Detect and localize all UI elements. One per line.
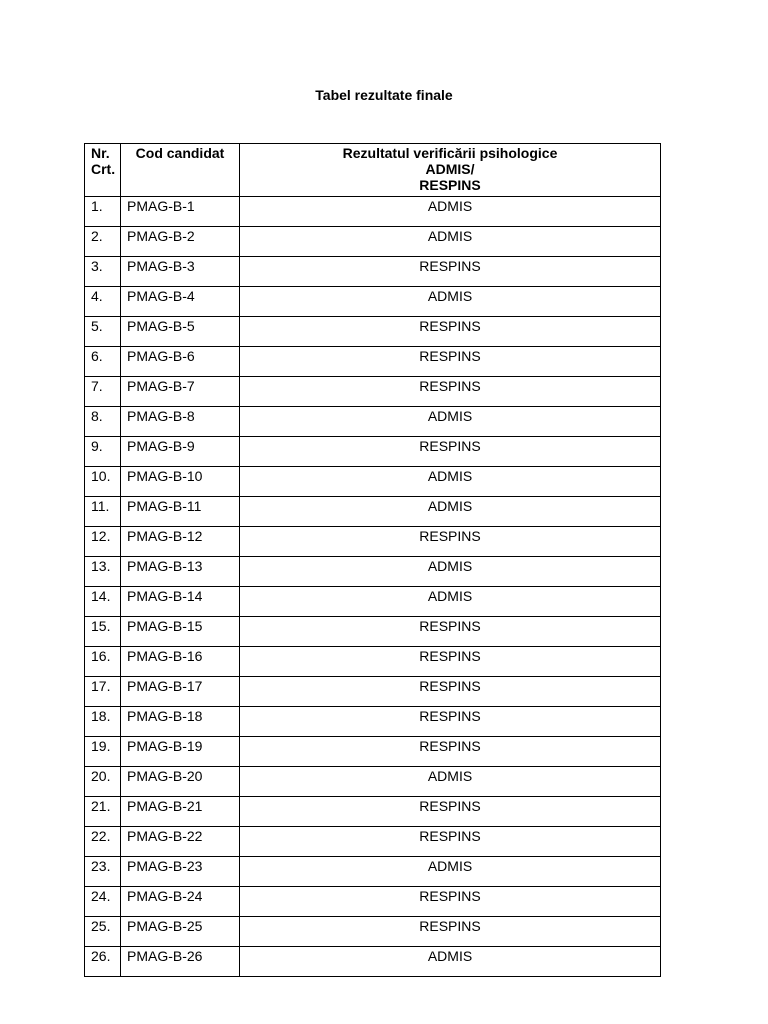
cell-result: RESPINS	[240, 647, 661, 677]
header-row	[85, 144, 661, 197]
column-header-result-line1: Rezultatul verificării psihologice	[342, 145, 558, 161]
cell-cod-candidat: PMAG-B-14	[121, 587, 240, 617]
table-row	[85, 407, 661, 437]
cell-result: RESPINS	[240, 917, 661, 947]
table-row	[85, 887, 661, 917]
cell-nr: 1.	[85, 197, 121, 227]
cell-result: RESPINS	[240, 437, 661, 467]
cell-cod-candidat: PMAG-B-10	[121, 467, 240, 497]
cell-nr: 2.	[85, 227, 121, 257]
cell-result: ADMIS	[240, 407, 661, 437]
table-row	[85, 437, 661, 467]
table-row	[85, 497, 661, 527]
cell-cod-candidat: PMAG-B-23	[121, 857, 240, 887]
cell-nr: 20.	[85, 767, 121, 797]
cell-result: ADMIS	[240, 467, 661, 497]
table-row	[85, 737, 661, 767]
table-row	[85, 707, 661, 737]
cell-result: RESPINS	[240, 707, 661, 737]
cell-cod-candidat: PMAG-B-21	[121, 797, 240, 827]
table-row	[85, 617, 661, 647]
cell-nr: 3.	[85, 257, 121, 287]
cell-result: ADMIS	[240, 767, 661, 797]
table-row	[85, 197, 661, 227]
cell-cod-candidat: PMAG-B-26	[121, 947, 240, 977]
cell-cod-candidat: PMAG-B-5	[121, 317, 240, 347]
cell-nr: 7.	[85, 377, 121, 407]
table-row	[85, 317, 661, 347]
cell-cod-candidat: PMAG-B-9	[121, 437, 240, 467]
table-row	[85, 227, 661, 257]
cell-cod-candidat: PMAG-B-22	[121, 827, 240, 857]
cell-nr: 19.	[85, 737, 121, 767]
cell-nr: 14.	[85, 587, 121, 617]
table-body	[85, 197, 661, 977]
cell-nr: 11.	[85, 497, 121, 527]
column-header-result	[240, 144, 661, 197]
cell-result: RESPINS	[240, 737, 661, 767]
cell-result: RESPINS	[240, 347, 661, 377]
cell-nr: 10.	[85, 467, 121, 497]
cell-nr: 6.	[85, 347, 121, 377]
cell-cod-candidat: PMAG-B-1	[121, 197, 240, 227]
table-row	[85, 857, 661, 887]
cell-cod-candidat: PMAG-B-6	[121, 347, 240, 377]
cell-nr: 12.	[85, 527, 121, 557]
table-row	[85, 467, 661, 497]
cell-result: ADMIS	[240, 587, 661, 617]
cell-result: ADMIS	[240, 857, 661, 887]
cell-result: RESPINS	[240, 797, 661, 827]
cell-result: RESPINS	[240, 677, 661, 707]
cell-cod-candidat: PMAG-B-25	[121, 917, 240, 947]
cell-nr: 25.	[85, 917, 121, 947]
cell-result: RESPINS	[240, 617, 661, 647]
table-row	[85, 347, 661, 377]
table-row	[85, 647, 661, 677]
cell-result: RESPINS	[240, 257, 661, 287]
column-header-nr-line1: Nr.	[91, 145, 110, 161]
cell-nr: 13.	[85, 557, 121, 587]
table-row	[85, 257, 661, 287]
cell-cod-candidat: PMAG-B-13	[121, 557, 240, 587]
results-table	[84, 143, 661, 977]
cell-nr: 22.	[85, 827, 121, 857]
cell-cod-candidat: PMAG-B-7	[121, 377, 240, 407]
cell-nr: 4.	[85, 287, 121, 317]
cell-nr: 24.	[85, 887, 121, 917]
cell-nr: 8.	[85, 407, 121, 437]
column-header-nr	[85, 144, 121, 197]
cell-cod-candidat: PMAG-B-16	[121, 647, 240, 677]
cell-cod-candidat: PMAG-B-11	[121, 497, 240, 527]
cell-result: RESPINS	[240, 317, 661, 347]
table-row	[85, 587, 661, 617]
column-header-result-line2: ADMIS/	[425, 161, 475, 177]
cell-cod-candidat: PMAG-B-19	[121, 737, 240, 767]
cell-result: RESPINS	[240, 377, 661, 407]
cell-nr: 18.	[85, 707, 121, 737]
cell-cod-candidat: PMAG-B-2	[121, 227, 240, 257]
column-header-result-line3: RESPINS	[419, 177, 481, 193]
table-header	[85, 144, 661, 197]
cell-cod-candidat: PMAG-B-4	[121, 287, 240, 317]
table-row	[85, 287, 661, 317]
table-row	[85, 527, 661, 557]
cell-cod-candidat: PMAG-B-12	[121, 527, 240, 557]
cell-result: ADMIS	[240, 947, 661, 977]
table-row	[85, 917, 661, 947]
cell-cod-candidat: PMAG-B-8	[121, 407, 240, 437]
table-row	[85, 947, 661, 977]
cell-result: RESPINS	[240, 827, 661, 857]
cell-nr: 9.	[85, 437, 121, 467]
cell-result: RESPINS	[240, 887, 661, 917]
cell-nr: 5.	[85, 317, 121, 347]
cell-result: ADMIS	[240, 287, 661, 317]
cell-cod-candidat: PMAG-B-15	[121, 617, 240, 647]
table-row	[85, 677, 661, 707]
cell-result: ADMIS	[240, 557, 661, 587]
cell-result: ADMIS	[240, 497, 661, 527]
cell-cod-candidat: PMAG-B-17	[121, 677, 240, 707]
table-row	[85, 767, 661, 797]
cell-cod-candidat: PMAG-B-3	[121, 257, 240, 287]
cell-cod-candidat: PMAG-B-18	[121, 707, 240, 737]
cell-result: ADMIS	[240, 197, 661, 227]
cell-nr: 26.	[85, 947, 121, 977]
table-row	[85, 797, 661, 827]
cell-cod-candidat: PMAG-B-20	[121, 767, 240, 797]
column-header-cod: Cod candidat	[121, 144, 240, 197]
table-row	[85, 377, 661, 407]
cell-result: RESPINS	[240, 527, 661, 557]
cell-nr: 17.	[85, 677, 121, 707]
cell-nr: 21.	[85, 797, 121, 827]
table-row	[85, 827, 661, 857]
table-row	[85, 557, 661, 587]
cell-result: ADMIS	[240, 227, 661, 257]
page-title: Tabel rezultate finale	[315, 87, 453, 103]
cell-cod-candidat: PMAG-B-24	[121, 887, 240, 917]
cell-nr: 15.	[85, 617, 121, 647]
cell-nr: 16.	[85, 647, 121, 677]
column-header-nr-line2: Crt.	[91, 161, 116, 177]
cell-nr: 23.	[85, 857, 121, 887]
